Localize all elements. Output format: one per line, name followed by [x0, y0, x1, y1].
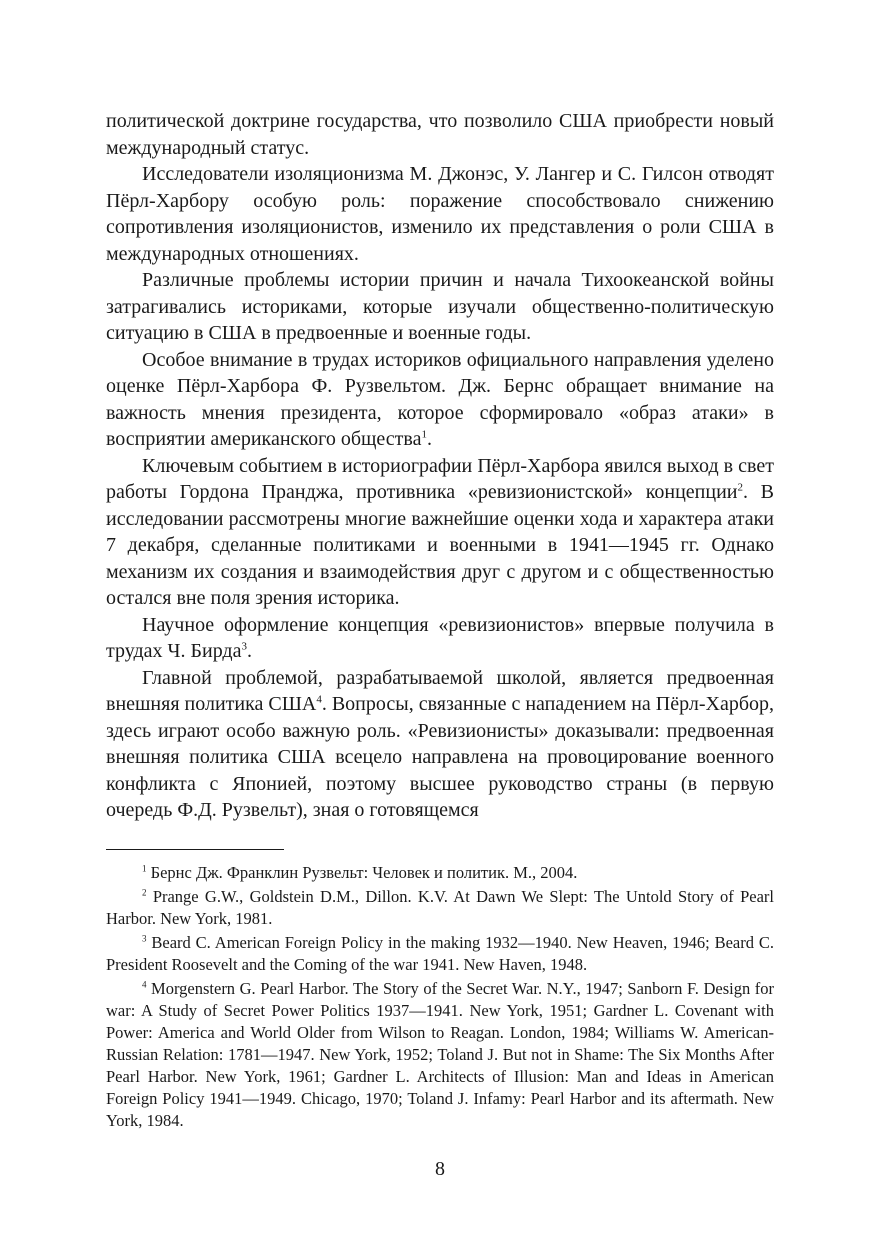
paragraph-text: . В исследовании рассмотрены многие важнейшие оценки хода и характера атаки 7 декабря, сделанные политиками и военными в 1941—1945 гг. Однако механизм их создания и взаимодействия друг с другом и с общественностью остался вне поля зрения историка.: [106, 481, 775, 609]
footnote: [106, 886, 774, 930]
footnotes: [106, 862, 774, 1132]
footnote-reference: 1: [421, 428, 427, 441]
page-number: 8: [435, 1157, 445, 1180]
footnote-text: Бернс Дж. Франклин Рузвельт: Человек и политик. М., 2004.: [150, 862, 578, 882]
footnote-reference: 2: [737, 481, 743, 494]
main-text: [106, 108, 774, 824]
paragraph-text: Главной проблемой, разрабатываемой школой, является предвоенная внешняя политика США: [106, 666, 774, 715]
footnote-reference: 3: [241, 640, 247, 653]
footnote: [106, 862, 774, 884]
footnote-divider: [106, 849, 284, 850]
footnote-text: Beard C. American Foreign Policy in the making 1932—1940. New Heaven, 1946; Beard C. President Roosevelt and the Coming of the war 1941. New Haven, 1948.: [106, 932, 774, 974]
paragraph-text: Особое внимание в трудах историков официального направления уделено оценке Пёрл-Харбора Ф. Рузвельтом. Дж. Бернс обращает внимание на важность мнения президента, которое сформировало «образ атаки» в восприятии американского общества: [106, 348, 774, 450]
paragraph-text: . Вопросы, связанные с нападением на Пёрл-Харбор, здесь играют особо важную роль. «Ревизионисты» доказывали: предвоенная внешняя политика США всецело направлена на провоцирование военного конфликта с Японией, поэтому высшее руководство страны (в первую очередь Ф.Д. Рузвельт), зная о готовящемся: [106, 693, 774, 821]
paragraph: [106, 161, 774, 267]
paragraph-text: Научное оформление концепция «ревизионистов» впервые получила в трудах Ч. Бирда: [106, 613, 774, 662]
paragraph: [106, 612, 774, 665]
paragraph: [106, 347, 774, 453]
paragraph-text: .: [247, 640, 252, 662]
paragraph-continuation: [106, 108, 774, 161]
footnote-mark: 1: [142, 863, 147, 873]
paragraph-text: Исследователи изоляционизма М. Джонэс, У. Лангер и С. Гилсон отводят Пёрл-Харбору особую роль: поражение способствовало снижению сопротивления изоляционистов, изменило их представления о роли США в международных отношениях.: [106, 163, 774, 265]
footnote-mark: 4: [142, 979, 147, 989]
footnote-mark: 3: [142, 933, 147, 943]
paragraph-text: политической доктрине государства, что позволило США приобрести новый международный статус.: [106, 110, 774, 159]
paragraph-text: Различные проблемы истории причин и начала Тихоокеанской войны затрагивались историками, которые изучали общественно-политическую ситуацию в США в предвоенные и военные годы.: [106, 269, 774, 344]
book-page: [106, 108, 774, 1181]
footnote-text: Prange G.W., Goldstein D.M., Dillon. K.V. At Dawn We Slept: The Untold Story of Pearl Harbor. New York, 1981.: [106, 886, 774, 928]
paragraph-text: Ключевым событием в историографии Пёрл-Харбора явился выход в свет работы Гордона Пранджа, противника «ревизионистской» концепции: [106, 454, 774, 503]
footnote: [106, 932, 774, 976]
paragraph: [106, 267, 774, 347]
paragraph: [106, 665, 774, 824]
footnote-text: Morgenstern G. Pearl Harbor. The Story of the Secret War. N.Y., 1947; Sanborn F. Design for war: A Study of Secret Power Politics 1937—1941. New York, 1951; Gardner L. Covenant with Power: America and World Older from Wilson to Reagan. London, 1984; Williams W. American-Russian Relation: 1781—1947. New York, 1952; Toland J. But not in Shame: The Six Months After Pearl Harbor. New York, 1961; Gardner L. Architects of Illusion: Man and Ideas in American Foreign Policy 1941—1949. Chicago, 1970; Toland J. Infamy: Pearl Harbor and its aftermath. New York, 1984.: [106, 978, 774, 1130]
footnote: [106, 978, 774, 1132]
footnote-reference: 4: [316, 693, 322, 706]
paragraph-text: .: [426, 428, 432, 450]
footnote-mark: 2: [142, 887, 147, 897]
paragraph: [106, 453, 774, 612]
